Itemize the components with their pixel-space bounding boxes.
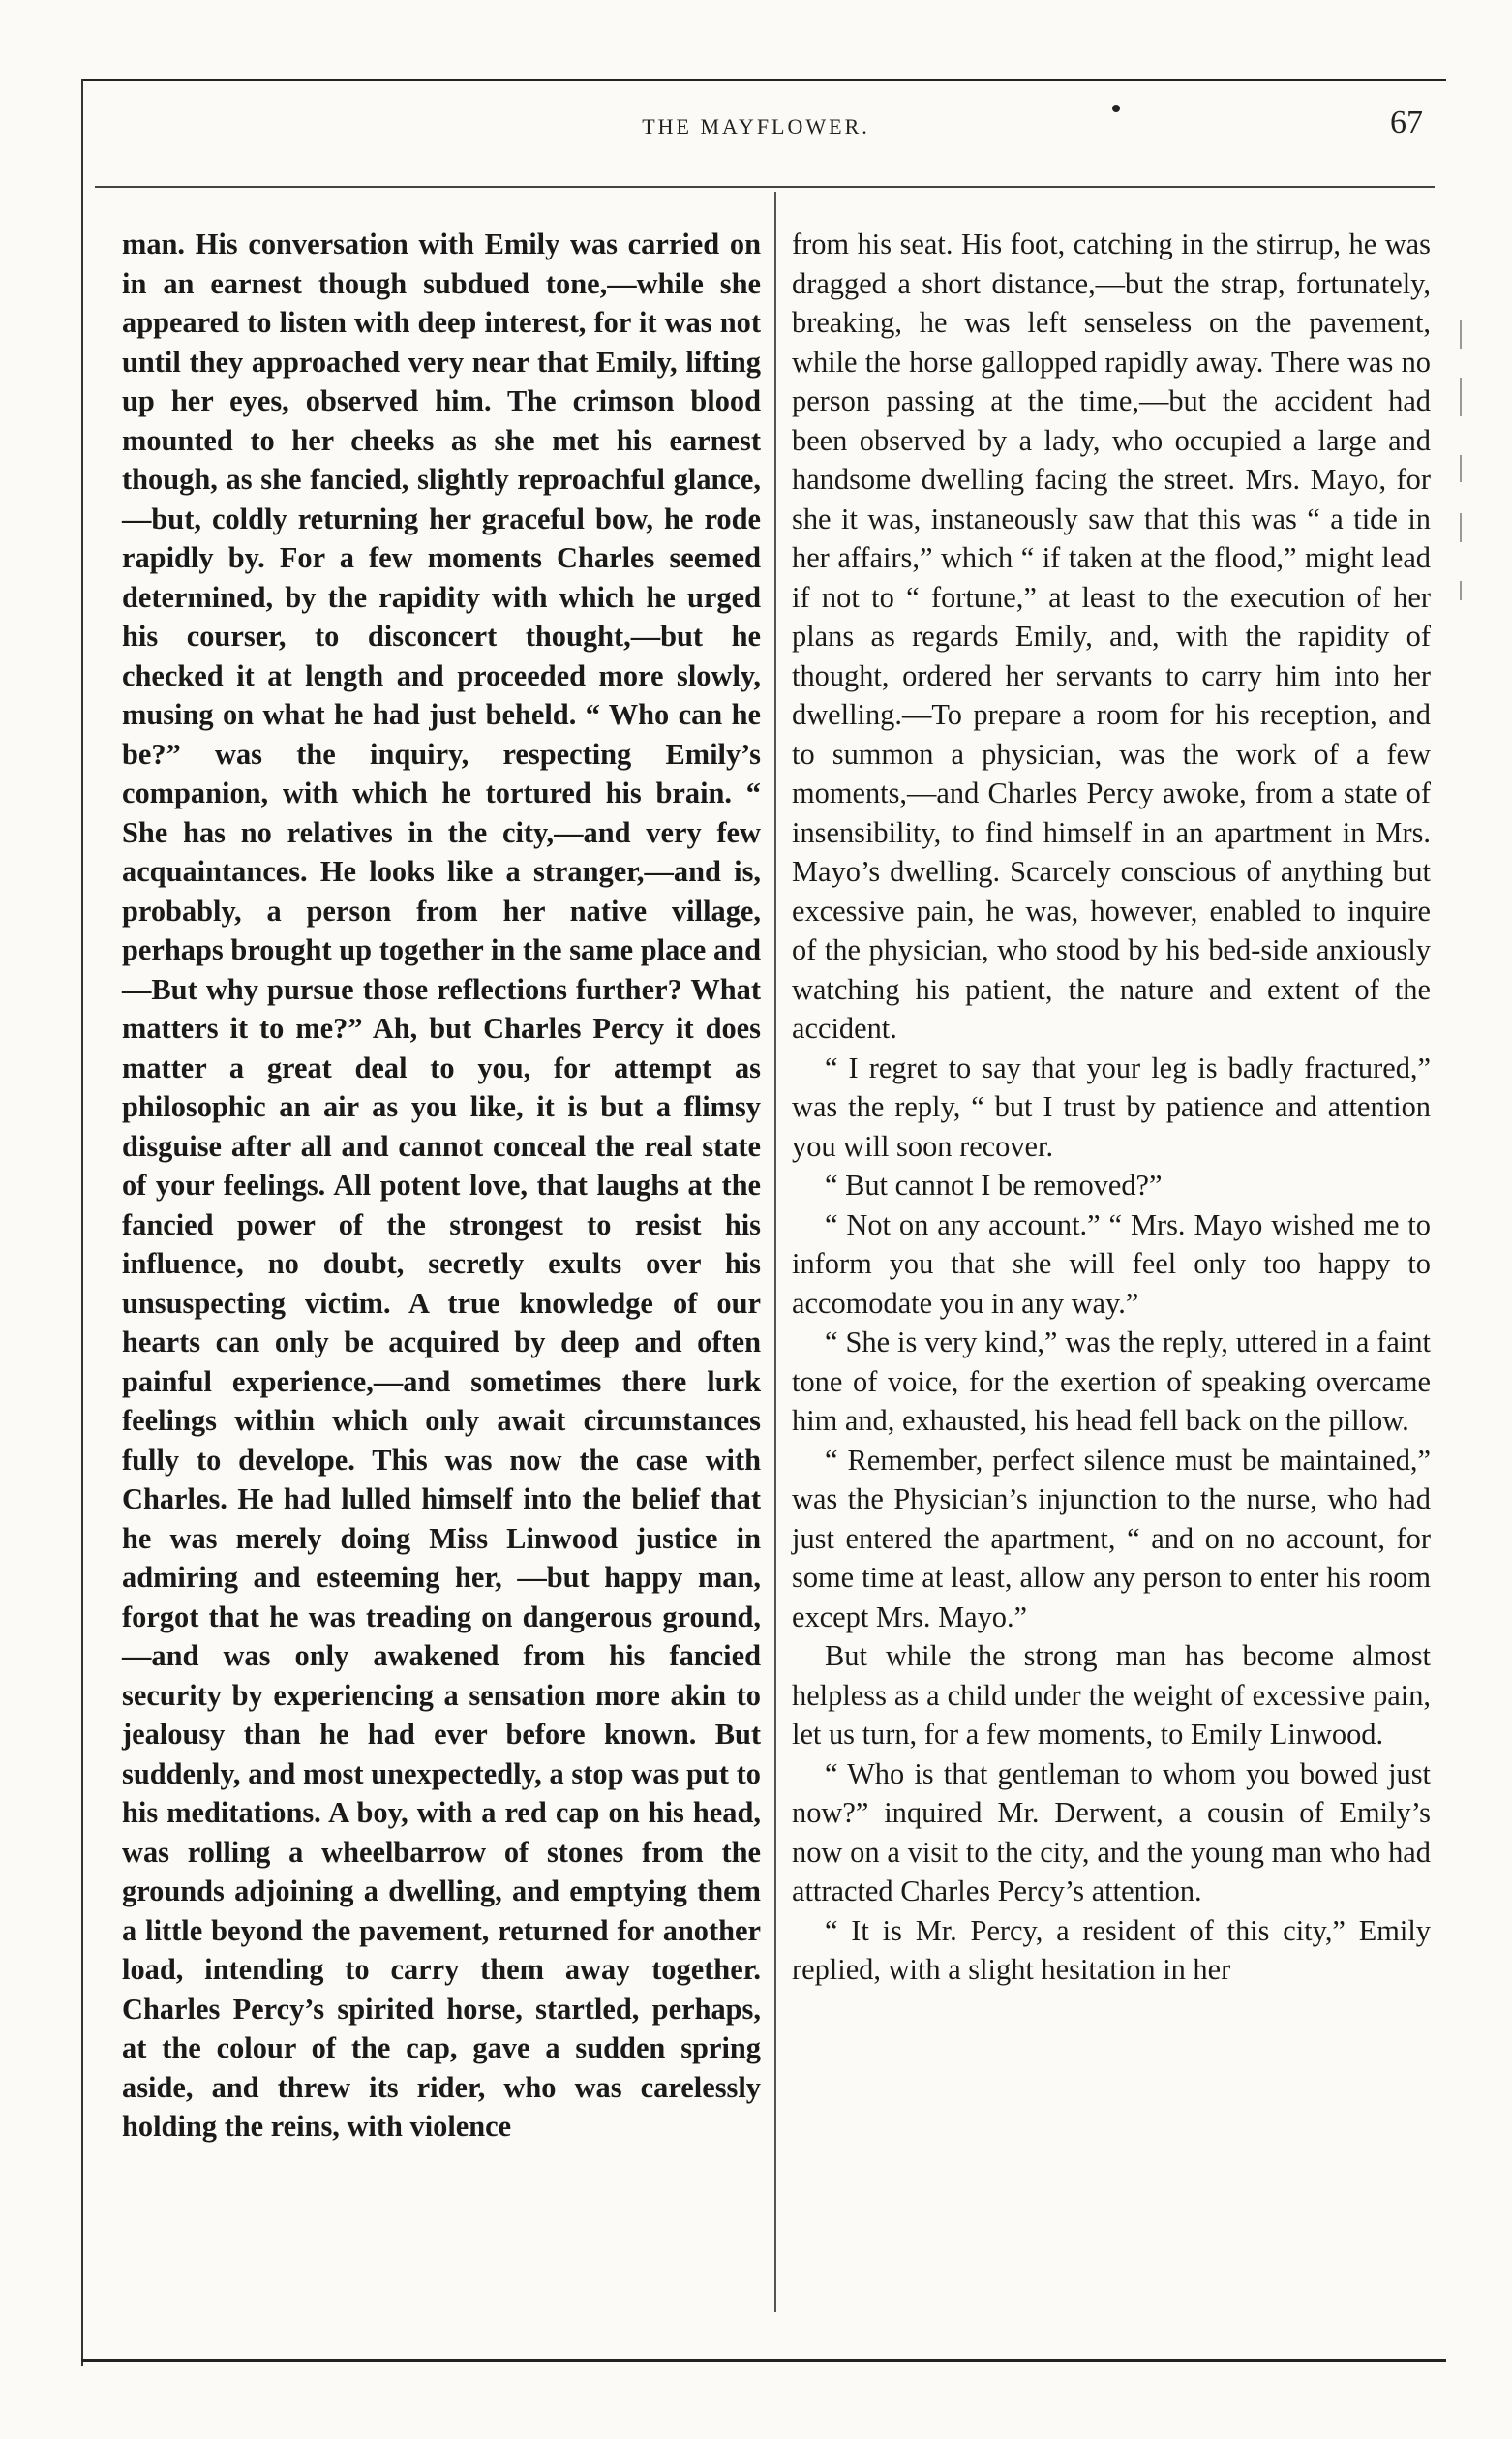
paragraph: “ Not on any account.” “ Mrs. Mayo wished me to inform you that she will feel only too happy to accomodate you in any way.”	[792, 1207, 1431, 1320]
bottom-border-rule	[81, 2359, 1446, 2362]
top-border-rule	[81, 79, 1446, 81]
paragraph: “ But cannot I be removed?”	[825, 1169, 1163, 1202]
margin-marks	[1460, 320, 1462, 610]
paragraph: man. His conversation with Emily was carried on in an earnest though subdued tone,—while she appeared to listen with deep interest, for it was not until they approached very near that Emily, lifting up her eyes, observed him. The crimson blood mounted to her cheeks as she met his earnest though, as she fancied, slightly reproachful glance,—but, coldly returning her graceful bow, he rode rapidly by. For a few moments Charles seemed determined, by the rapidity with which he urged his courser, to disconcert thought,—but he checked it at length and proceeded more slowly, musing on what he had just beheld. “ Who can he be?” was the inquiry, respecting Emily’s companion, with which he tortured his brain. “ She has no relatives in the city,—and very few acquaintances. He looks like a stranger,—and is, probably, a person from her native village, perhaps brought up together in the same place and—But why pursue those reflections further? What matters it to me?” Ah, but Charles Percy it does matter a great deal to you, for attempt as philosophic an air as you like, it is but a flimsy disguise after all and cannot conceal the real state of your feelings. All potent love, that laughs at the fancied power of the strongest to resist his influence, no doubt, secretly exults over his unsuspecting victim. A true knowledge of our hearts can only be acquired by deep and often painful experience,—and sometimes there lurk feelings within which only await circumstances fully to develope. This was now the case with Charles. He had lulled himself into the belief that he was merely doing Miss Linwood justice in admiring and esteeming her, —but happy man, forgot that he was treading on dangerous ground,—and was only awakened from his fancied security by experiencing a sensation more akin to jealousy than he had ever before known. But suddenly, and most unexpectedly, a stop was put to his meditations. A boy, with a red cap on his head, was rolling a wheelbarrow of stones from the grounds adjoining a dwelling, and emptying them a little beyond the pavement, returned for another load, intending to carry them away together. Charles Percy’s spirited horse, startled, perhaps, at the colour of the cap, gave a sudden spring aside, and threw its rider, who was carelessly holding the reins, with violence	[122, 228, 761, 2143]
left-border-rule	[81, 79, 83, 2366]
running-head: THE MAYFLOWER.	[642, 114, 870, 138]
margin-tick	[1460, 513, 1462, 542]
paragraph: “ It is Mr. Percy, a resident of this city,” Emily replied, with a slight hesitation in her	[792, 1913, 1431, 1986]
paragraph: from his seat. His foot, catching in the stirrup, he was dragged a short distance,—but the strap, fortunately, breaking, he was left senseless on the pavement, while the horse gallopped rapidly away. There was no person passing at the time,—but the accident had been observed by a lady, who occupied a large and handsome dwelling facing the street. Mrs. Mayo, for she it was, instaneously saw that this was “ a tide in her affairs,” which “ if taken at the flood,” might lead if not to “ fortune,” at least to the execution of her plans as regards Emily, and, with the rapidity of thought, ordered her servants to carry him into her dwelling.—To prepare a room for his reception, and to summon a physician, was the work of a few moments,—and Charles Percy awoke, from a state of insensibility, to find himself in an apartment in Mrs. Mayo’s dwelling. Scarcely conscious of anything but excessive pain, he was, however, enabled to inquire of the physician, who stood by his bed-side anxiously watching his patient, the nature and extent of the accident.	[792, 228, 1431, 1045]
paragraph: “ She is very kind,” was the reply, uttered in a faint tone of voice, for the exertion of speaking overcame him and, exhausted, his head fell back on the pillow.	[792, 1326, 1431, 1437]
margin-tick	[1460, 455, 1462, 482]
margin-tick	[1460, 320, 1462, 349]
paragraph: “ I regret to say that your leg is badly fractured,” was the reply, “ but I trust by patience and attention you will soon recover.	[792, 1051, 1431, 1163]
page-number: 67	[1390, 105, 1423, 140]
paragraph: But while the strong man has become almost helpless as a child under the weight of excessive pain, let us turn, for a few moments, to Emily Linwood.	[792, 1639, 1431, 1751]
margin-tick	[1460, 378, 1462, 416]
paragraph: “ Remember, perfect silence must be maintained,” was the Physician’s injunction to the nurse, who had just entered the apartment, “ and on no account, for some time at least, allow any person to enter his room except Mrs. Mayo.”	[792, 1443, 1431, 1633]
right-column	[792, 225, 1431, 1990]
left-column	[122, 225, 761, 2147]
ink-dot	[1112, 105, 1120, 112]
header-rule	[95, 186, 1435, 188]
paragraph: “ Who is that gentleman to whom you bowed just now?” inquired Mr. Derwent, a cousin of Emily’s now on a visit to the city, and the young man who had attracted Charles Percy’s attention.	[792, 1756, 1431, 1907]
column-divider	[774, 192, 776, 2312]
margin-tick	[1460, 581, 1462, 600]
